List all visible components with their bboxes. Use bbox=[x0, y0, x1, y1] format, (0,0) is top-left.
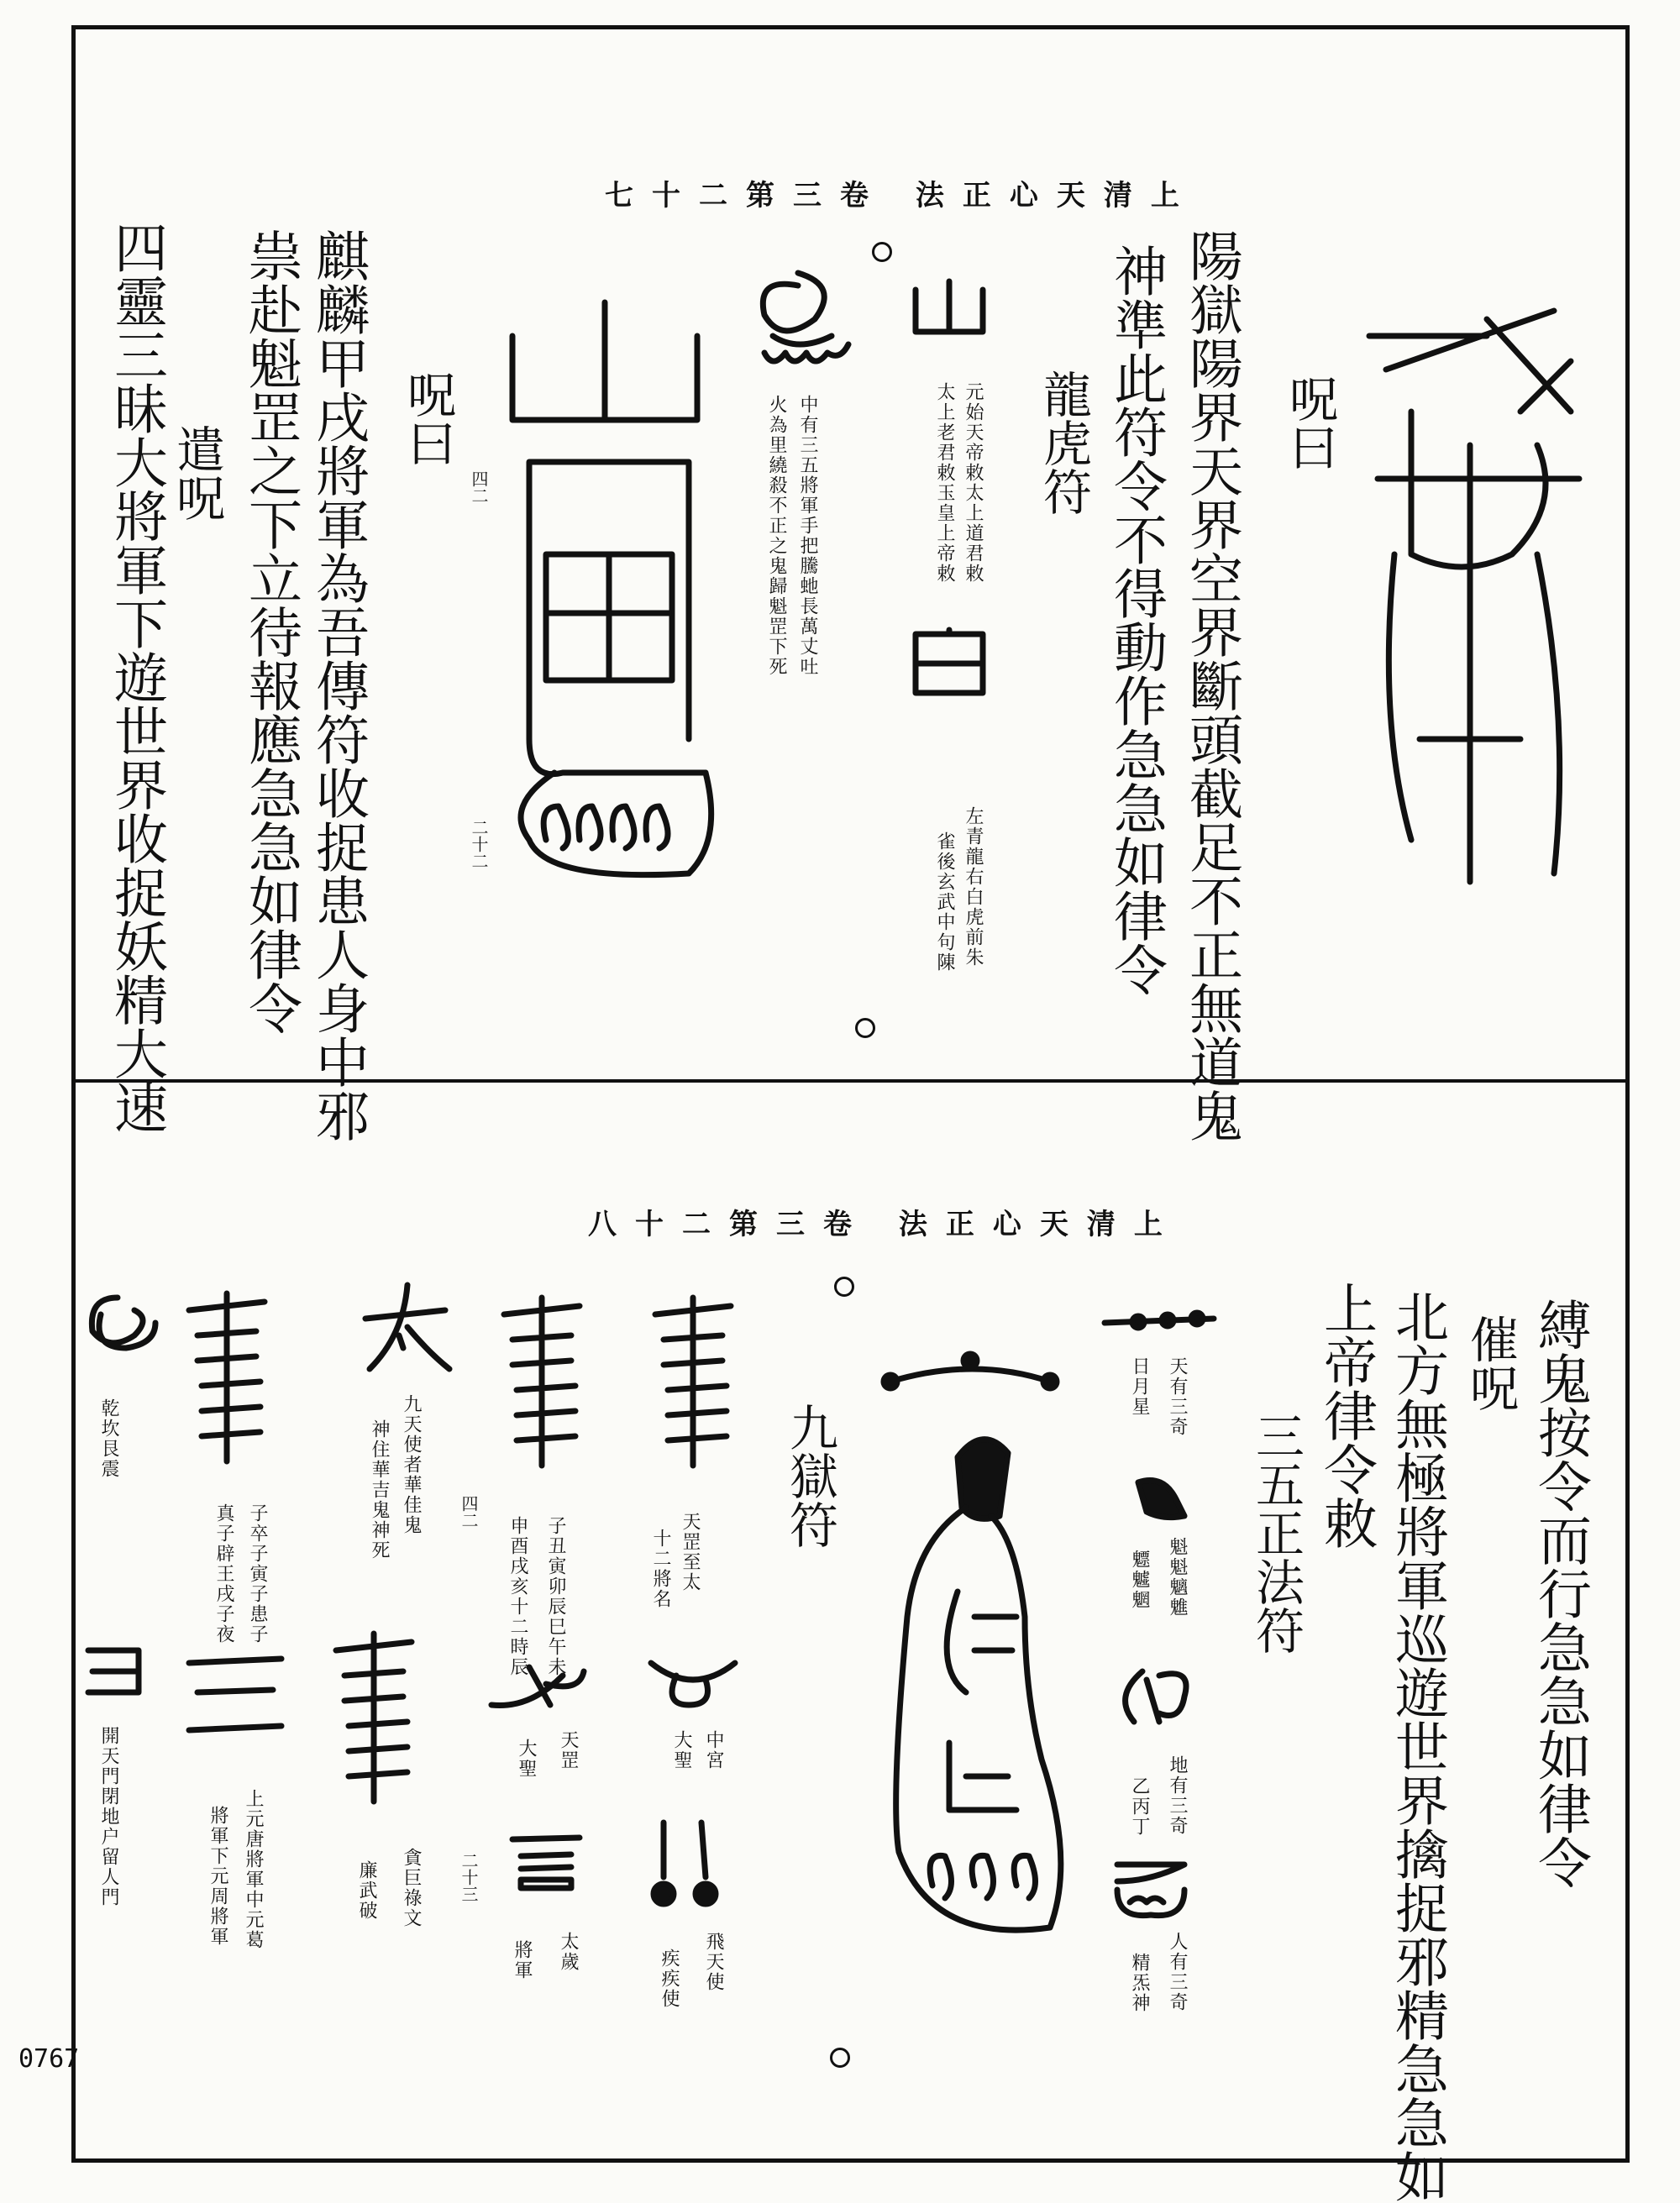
top-running-header: 上清天心正法 卷三第二十七 bbox=[605, 179, 1198, 212]
circle-mark bbox=[834, 1277, 854, 1297]
bottom-note-jiangjun: 將軍 bbox=[512, 1940, 533, 1980]
bottom-note-zhonggong: 中宮 bbox=[703, 1730, 724, 1770]
page-number: 0767 bbox=[18, 2044, 80, 2074]
talisman-rain-4 bbox=[181, 1293, 273, 1461]
top-note-3: 中有三五將軍手把騰虵長萬丈吐 bbox=[797, 395, 818, 677]
bottom-note-zizu: 子卒子寅子患子 bbox=[247, 1503, 268, 1644]
bottom-note-shenzhu: 神住華吉鬼神死 bbox=[369, 1419, 390, 1560]
circle-mark bbox=[855, 1018, 875, 1038]
top-note-2: 太上老君敕玉皇上帝敕 bbox=[934, 382, 955, 584]
bottom-note-tiangang: 天罡至太 bbox=[680, 1512, 701, 1592]
bottom-note-fei: 飛天使 bbox=[703, 1932, 724, 1992]
talisman-hood bbox=[1130, 1474, 1189, 1524]
talisman-ren-glyph bbox=[1100, 1856, 1201, 1923]
bottom-note-lian: 廉武破 bbox=[356, 1860, 377, 1921]
talisman-rain-1 bbox=[647, 1298, 739, 1466]
bottom-note-taisui: 太歲 bbox=[558, 1932, 579, 1972]
top-note-5: 左青龍右白虎前朱 bbox=[963, 806, 984, 968]
top-page-mark-1: 四二 bbox=[469, 470, 489, 504]
bottom-note-yi: 乙丙丁 bbox=[1129, 1776, 1150, 1837]
bottom-note-jing: 精炁神 bbox=[1129, 1953, 1150, 2013]
top-title-longhu: 龍虎符 bbox=[1035, 370, 1092, 516]
bottom-note-zhen: 真子辟王戌子夜 bbox=[213, 1503, 234, 1644]
talisman-rain-2 bbox=[496, 1298, 588, 1466]
talisman-box-small bbox=[907, 630, 991, 697]
bottom-note-tan: 貪巨祿文 bbox=[401, 1848, 422, 1928]
talisman-jiuyu-figure bbox=[882, 1340, 1075, 1953]
talisman-swirl bbox=[487, 1659, 588, 1718]
bottom-note-shangyuan: 上元唐將軍中元葛 bbox=[243, 1789, 264, 1950]
talisman-da bbox=[361, 1285, 454, 1377]
bottom-col-main-2: 北方無極將軍巡遊世界擒捉邪精急急如 bbox=[1386, 1289, 1448, 2203]
bottom-title-jiuyu: 九獄符 bbox=[781, 1403, 838, 1549]
top-col-main-2: 神準此符令不得動作急急如律令 bbox=[1105, 244, 1167, 996]
talisman-top-right bbox=[1361, 302, 1588, 890]
bottom-note-jiutian: 九天使者華佳鬼 bbox=[401, 1394, 422, 1535]
bottom-note-riyue: 日月星 bbox=[1129, 1356, 1150, 1417]
top-note-4: 火為里繞殺不正之鬼歸魁罡下死 bbox=[766, 395, 787, 677]
circle-mark bbox=[872, 242, 892, 262]
top-col-main-1: 陽獄陽界天界空界斷頭截足不正無道鬼 bbox=[1180, 228, 1242, 1142]
bottom-page-mark-1: 四二 bbox=[459, 1495, 479, 1529]
bottom-col-main-3: 上帝律令敕 bbox=[1315, 1281, 1377, 1550]
bottom-note-ren: 人有三奇 bbox=[1167, 1932, 1188, 2012]
bottom-note-kui1: 魁魁魑魋 bbox=[1167, 1537, 1188, 1618]
bottom-note-dasheng2: 大聖 bbox=[516, 1739, 537, 1779]
bottom-page-mark-2: 二十三 bbox=[459, 1852, 479, 1902]
bottom-note-shenyou: 申酉戌亥十二時辰 bbox=[507, 1516, 528, 1677]
top-col-qian-zhou: 遣呪 bbox=[168, 424, 225, 522]
top-col-main-3: 麒麟甲戌將軍為吾傳符收捉患人身中邪 bbox=[307, 228, 369, 1142]
bottom-note-zichou: 子丑寅卯辰巳午未 bbox=[545, 1516, 566, 1677]
talisman-mountain-large bbox=[496, 302, 714, 882]
talisman-coil bbox=[748, 269, 857, 370]
top-col-main-4: 祟赴魁罡之下立待報應急急如律令 bbox=[239, 228, 302, 1035]
bottom-title-sanwu: 三五正法符 bbox=[1247, 1411, 1305, 1655]
talisman-drops bbox=[647, 1818, 722, 1911]
bottom-col-main-1: 縛鬼按令而行急急如律令 bbox=[1529, 1298, 1591, 1889]
top-note-6: 雀後玄武中句陳 bbox=[934, 831, 955, 973]
top-col-zhou-yue-2: 呪曰 bbox=[399, 370, 456, 467]
talisman-coil-small bbox=[84, 1289, 160, 1356]
bottom-note-jiangjun2: 將軍下元周將軍 bbox=[207, 1806, 228, 1947]
talisman-san bbox=[185, 1655, 286, 1739]
talisman-loop bbox=[647, 1655, 739, 1713]
bottom-note-shier: 十二將名 bbox=[650, 1529, 671, 1609]
top-page-mark-2: 二十二 bbox=[469, 819, 489, 869]
talisman-di-glyph bbox=[1109, 1663, 1201, 1730]
top-note-1: 元始天帝敕太上道君敕 bbox=[963, 382, 984, 584]
talisman-dots-line bbox=[1100, 1302, 1218, 1335]
talisman-ji bbox=[84, 1646, 143, 1697]
circle-mark bbox=[830, 2048, 850, 2068]
bottom-note-qian: 乾坎艮震 bbox=[98, 1398, 119, 1479]
talisman-yan bbox=[508, 1831, 584, 1890]
bottom-note-kui2: 魒魖魍 bbox=[1129, 1550, 1150, 1610]
bottom-running-header: 上清天心正法 卷三第二十八 bbox=[588, 1208, 1181, 1241]
bottom-note-di: 地有三奇 bbox=[1167, 1755, 1188, 1836]
bottom-col-cui-zhou: 催呪 bbox=[1462, 1314, 1519, 1412]
bottom-note-tian: 天有三奇 bbox=[1167, 1356, 1188, 1437]
panel-divider bbox=[71, 1079, 1630, 1083]
bottom-note-tiangang2: 天罡 bbox=[558, 1730, 579, 1770]
top-col-zhou-yue-1: 呪曰 bbox=[1281, 374, 1338, 471]
talisman-mountain-small bbox=[907, 281, 991, 340]
bottom-note-dasheng1: 大聖 bbox=[671, 1730, 692, 1770]
bottom-note-kai: 開天門閉地户留人門 bbox=[98, 1726, 119, 1907]
bottom-note-ji: 疾疾使 bbox=[659, 1949, 680, 2009]
talisman-rain-3 bbox=[328, 1634, 420, 1802]
top-col-main-5: 四靈三昧大將軍下遊世界收捉妖精大速 bbox=[105, 220, 167, 1134]
